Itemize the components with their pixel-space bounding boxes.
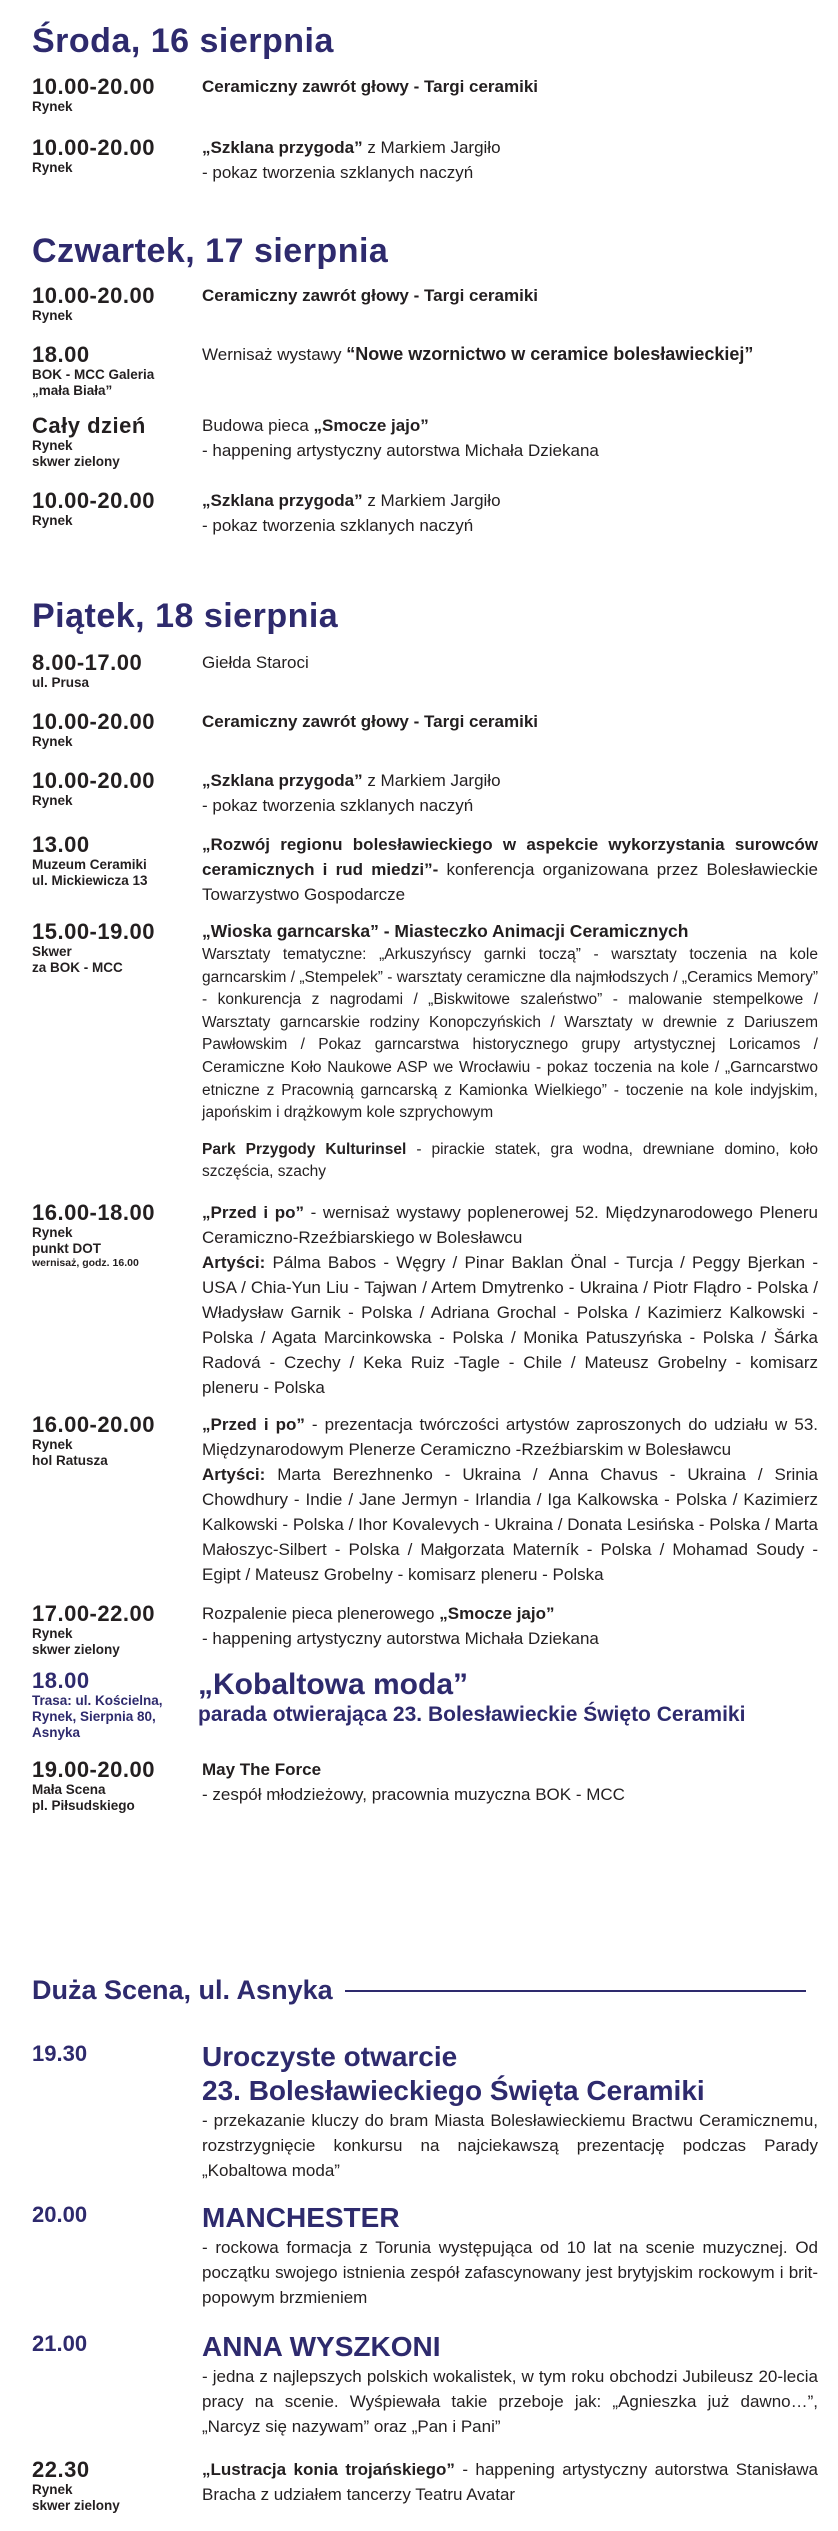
day-thursday xyxy=(32,232,828,538)
event-title: „Szklana przygoda” xyxy=(202,771,363,790)
event-title-suffix: - prezentacja twórczości artystów zaproszonych do udziału w 53. Międzynarodowym Plenerze Ceramiczno -Rzeźbiarskim w Bolesławcu xyxy=(202,1414,819,1459)
event-time: 17.00-22.00 xyxy=(32,1600,155,1626)
event-location: Trasa: ul. Kościelna, xyxy=(32,1692,163,1708)
event-location: Rynek xyxy=(32,1436,73,1452)
event-location: Rynek xyxy=(32,2482,73,2497)
event-subdesc: - pirackie statek, gra wodna, drewniane domino, koło szczęścia, szachy xyxy=(202,1140,818,1181)
event-item xyxy=(32,413,828,470)
main-stage xyxy=(32,1975,828,2514)
event-desc: - zespół młodzieżowy, pracownia muzyczna BOK - MCC xyxy=(202,1784,625,1804)
event-time: 13.00 xyxy=(32,832,90,857)
event-desc: - jedna z najlepszych polskich wokalistek, w tym roku obchodzi Jubileusz 20-lecia pracy na scenie. Wyśpiewała takie przeboje jak: „Agnieszka już dawno…”, „Narcyz się nazywam” oraz „Pan i Pani” xyxy=(202,2367,818,2436)
artists-label: Artyści: xyxy=(202,1252,266,1272)
event-desc: - pokaz tworzenia szklanych naczyń xyxy=(202,163,474,182)
event-location: hol Ratusza xyxy=(32,1452,108,1468)
parade-title: „Kobaltowa moda” xyxy=(198,1667,469,1701)
event-item xyxy=(32,709,828,750)
event-time: 18.00 xyxy=(32,342,90,367)
event-title: Ceramiczny zawrót głowy - Targi ceramiki xyxy=(202,712,539,731)
event-desc: - happening artystyczny autorstwa Michała Dziekana xyxy=(202,441,599,460)
event-location: Mała Scena xyxy=(32,1781,106,1797)
event-location: BOK - MCC Galeria xyxy=(32,367,155,382)
event-location: Rynek xyxy=(32,793,73,808)
event-time: 8.00-17.00 xyxy=(32,650,143,675)
event-title: “Nowe wzornictwo w ceramice bolesławieckiej” xyxy=(346,344,754,364)
day-wednesday xyxy=(32,22,828,185)
event-desc: - przekazanie kluczy do bram Miasta Bolesławieckiemu Bractwu Ceramicznemu, rozstrzygnięcie konkursu na najciekawszą prezentację podczas Parady „Kobaltowa moda” xyxy=(202,2111,818,2180)
event-location: Skwer xyxy=(32,944,72,959)
stage-header xyxy=(32,1975,828,2006)
event-item xyxy=(32,832,828,907)
event-item xyxy=(32,74,828,115)
event-location: ul. Mickiewicza 13 xyxy=(32,873,148,888)
day-title: Czwartek, 17 sierpnia xyxy=(32,232,389,270)
event-title: Giełda Staroci xyxy=(202,653,309,672)
event-location: Rynek xyxy=(32,1625,73,1641)
event-title-suffix: - wernisaż wystawy poplenerowej 52. Międzynarodowego Pleneru Ceramiczno-Rzeźbiarskiego w Bolesławcu xyxy=(202,1202,818,1247)
event-location: Asnyka xyxy=(32,1724,81,1740)
event-title: Ceramiczny zawrót głowy - Targi ceramiki xyxy=(202,286,539,305)
day-title: Piątek, 18 sierpnia xyxy=(32,597,339,635)
day-friday xyxy=(32,597,828,1814)
event-time: 21.00 xyxy=(32,2331,88,2356)
stage-event xyxy=(32,2201,828,2310)
event-title: „Przed i po” xyxy=(202,1202,304,1222)
header-rule xyxy=(345,1990,806,1992)
event-title: „Wioska garncarska” - Miasteczko Animacji Ceramicznych xyxy=(202,921,689,941)
event-title: MANCHESTER xyxy=(202,2202,400,2233)
stage-event xyxy=(32,2457,828,2514)
event-location: skwer zielony xyxy=(32,454,120,469)
event-desc: - pokaz tworzenia szklanych naczyń xyxy=(202,516,474,535)
event-title: Ceramiczny zawrót głowy - Targi ceramiki xyxy=(202,77,539,96)
event-location: skwer zielony xyxy=(32,2498,120,2513)
event-item xyxy=(32,283,828,324)
event-location: Rynek xyxy=(32,160,73,175)
event-title: „Smocze jajo” xyxy=(313,416,429,435)
event-time: 10.00-20.00 xyxy=(32,709,155,734)
event-title-suffix: konferencja organizowana przez Bolesławieckie Towarzystwo Gospodarcze xyxy=(202,860,818,904)
event-location: Rynek xyxy=(32,513,73,528)
event-location: „mała Biała” xyxy=(32,383,113,398)
event-title: „Szklana przygoda” xyxy=(202,138,363,157)
event-desc: - rockowa formacja z Torunia występująca od 10 lat na scenie muzycznej. Od początku swojego istnienia zespół zafascynowany jest brytyjskim rockowym i brit-popowym brzmieniem xyxy=(202,2238,818,2307)
event-location: skwer zielony xyxy=(32,1641,120,1657)
event-item xyxy=(32,1601,828,1658)
event-location: ul. Prusa xyxy=(32,675,90,690)
event-item xyxy=(32,1757,828,1814)
event-location: Rynek xyxy=(32,1224,73,1240)
event-time: 10.00-20.00 xyxy=(32,768,155,793)
artists-label: Artyści: xyxy=(202,1464,266,1484)
stage-event xyxy=(32,2040,828,2183)
event-desc: Warsztaty tematyczne: „Arkuszyńscy garnki toczą” - warsztaty toczenia na kole garncarskim / „Stempelek” - warsztaty ceramiczne dla najmłodszych / „Ceramics Memory” - konkurencja z nagrodami / „Biskwitowe szaleństwo” - malowanie stempelkowe / Warsztaty garncarskie rodziny Konopczyńskich / Warsztaty w drewnie z Dariuszem Pawłowskim / Pokaz garncarstwa historycznego grupy artystycznej Loricamos / Ceramiczne Koło Naukowe ASP we Wrocławiu - pokaz toczenia na kole / „Garncarstwo etniczne z Pracownią garncarską z Kamionka Wielkiego” - toczenie na kole indyjskim, japońskim i drążkowym kole szprychowym xyxy=(202,946,818,1122)
event-location: Rynek xyxy=(32,308,73,323)
event-time: 22.30 xyxy=(32,2457,90,2482)
event-location: Rynek xyxy=(32,438,73,453)
event-item xyxy=(32,650,828,691)
event-location: Rynek xyxy=(32,99,73,114)
event-title-suffix: z Markiem Jargiło xyxy=(362,138,501,157)
event-time: 19.30 xyxy=(32,2041,88,2066)
event-location: pl. Piłsudskiego xyxy=(32,1797,135,1813)
event-location: Rynek xyxy=(32,734,73,749)
event-location: za BOK - MCC xyxy=(32,960,123,975)
event-title-line2: 23. Bolesławieckiego Święta Ceramiki xyxy=(202,2075,705,2106)
event-time: 16.00-18.00 xyxy=(32,1199,155,1225)
artists-list: Marta Berezhnenko - Ukraina / Anna Chavus - Ukraina / Srinia Chowdhury - Indie / Jane Jermyn - Irlandia / Iga Kalkowska - Polska / Kazimierz Kalkowski - Polska / Ihor Kovalevych - Ukraina / Donata Lesińska - Polska / Marta Małoszyc-Silbert - Polska / Małgorzata Materník - Polska / Mohamad Soudy - Egipt / Mateusz Grobelny - komisarz pleneru - Polska xyxy=(202,1464,818,1584)
parade-subtitle: parada otwierająca 23. Bolesławieckie Święto Ceramiki xyxy=(198,1702,746,1726)
event-time: 18.00 xyxy=(32,1667,90,1693)
event-location: punkt DOT xyxy=(32,1240,101,1256)
day-title: Środa, 16 sierpnia xyxy=(32,22,334,60)
event-item xyxy=(32,768,828,818)
event-title: „Przed i po” xyxy=(202,1414,305,1434)
event-title: ANNA WYSZKONI xyxy=(202,2331,441,2362)
stage-event xyxy=(32,2330,828,2439)
event-time: 16.00-20.00 xyxy=(32,1411,155,1437)
event-title: „Smocze jajo” xyxy=(439,1603,555,1623)
event-item xyxy=(32,488,828,538)
stage-title: Duża Scena, ul. Asnyka xyxy=(32,1975,333,2005)
event-title: May The Force xyxy=(202,1759,322,1779)
event-desc: - pokaz tworzenia szklanych naczyń xyxy=(202,796,474,815)
event-time: 10.00-20.00 xyxy=(32,488,155,513)
event-time: 15.00-19.00 xyxy=(32,919,155,944)
event-title-suffix: z Markiem Jargiło xyxy=(362,771,501,790)
event-time: 10.00-20.00 xyxy=(32,74,155,99)
event-title: Uroczyste otwarcie xyxy=(202,2041,458,2072)
event-title: „Szklana przygoda” xyxy=(202,491,363,510)
event-time: 19.00-20.00 xyxy=(32,1756,155,1782)
event-subtitle: Park Przygody Kulturinsel xyxy=(202,1140,407,1158)
event-item xyxy=(32,135,828,185)
event-prefix: Wernisaż wystawy xyxy=(202,345,347,364)
event-item xyxy=(32,1668,828,1741)
event-time: Cały dzień xyxy=(32,413,146,438)
event-title: „Rozwój regionu bolesławieckiego w aspekcie wykorzystania surowców ceramicznych i rud miedzi”- xyxy=(202,835,818,879)
event-desc: - happening artystyczny autorstwa Michała Dziekana xyxy=(202,1628,599,1648)
artists-list: Pálma Babos - Węgry / Pinar Baklan Önal - Turcja / Peggy Bjerkan - USA / Chia-Yun Liu - Tajwan / Artem Dmytrenko - Ukraina / Piotr Flądro - Polska / Władysław Garnik - Polska / Adriana Grochal - Polska / Kazimierz Kalkowski - Polska / Agata Marcinkowska - Polska / Monika Patuszyńska - Polska / Šárka Radová - Czechy / Keka Ruiz -Tagle - Chile / Mateusz Grobelny - komisarz pleneru - Polska xyxy=(202,1252,818,1397)
event-prefix: Budowa pieca xyxy=(202,416,314,435)
event-location: Muzeum Ceramiki xyxy=(32,857,147,872)
event-prefix: Rozpalenie pieca plenerowego xyxy=(202,1603,440,1623)
event-title-suffix: - happening artystyczny autorstwa Stanisława Bracha z udziałem tancerzy Teatru Avatar xyxy=(202,2460,818,2504)
event-note: wernisaż, godz. 16.00 xyxy=(32,1256,139,1269)
event-time: 10.00-20.00 xyxy=(32,135,155,160)
event-item xyxy=(32,1200,828,1400)
event-title: „Lustracja konia trojańskiego” xyxy=(202,2460,455,2479)
event-time: 20.00 xyxy=(32,2202,88,2227)
event-title-suffix: z Markiem Jargiło xyxy=(362,491,501,510)
event-item xyxy=(32,342,828,399)
event-item xyxy=(32,1412,828,1587)
event-item xyxy=(32,919,828,1184)
event-location: Rynek, Sierpnia 80, xyxy=(32,1708,156,1724)
event-time: 10.00-20.00 xyxy=(32,283,155,308)
